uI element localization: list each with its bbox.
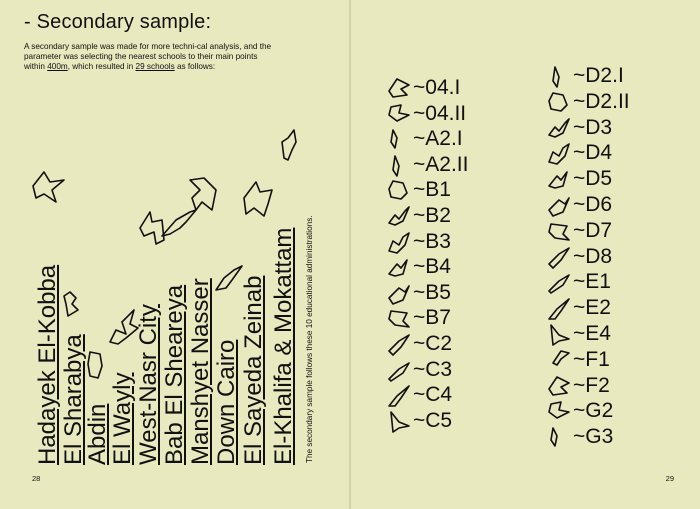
- outline-shape-sayeda-zeinab: [242, 180, 276, 220]
- school-code: ~04.II: [413, 101, 467, 125]
- school-code: ~C5: [413, 408, 453, 432]
- school-code: ~C4: [413, 383, 453, 407]
- school-code: ~E2: [573, 296, 611, 320]
- school-outline-icon: [387, 256, 411, 280]
- school-code: ~A2.I: [413, 127, 463, 151]
- school-code: ~B7: [413, 306, 451, 330]
- school-outline-icon: [547, 246, 571, 270]
- distance-link: 400m: [47, 62, 68, 72]
- outline-shape-hadayek: [30, 168, 70, 208]
- administration-label: West-Nasr City: [135, 304, 162, 465]
- school-outline-icon: [547, 375, 571, 399]
- school-code: ~F2: [573, 373, 610, 397]
- school-code: ~B3: [413, 229, 451, 253]
- school-code: ~E4: [573, 322, 611, 345]
- school-outline-icon: [387, 282, 411, 306]
- school-code: ~G2: [573, 399, 614, 423]
- side-note: The secondary sample follows these 10 educational administrations.: [305, 215, 314, 463]
- schools-count-link: 29 schools: [135, 62, 175, 72]
- outline-shape-wayly: [108, 308, 140, 346]
- school-outline-icon: [547, 117, 571, 141]
- school-outline-icon: [387, 359, 411, 383]
- school-code: ~D7: [573, 218, 613, 242]
- administration-label: Down Cairo: [213, 339, 240, 465]
- school-outline-icon: [547, 400, 571, 424]
- school-outline-icon: [387, 307, 411, 331]
- intro-text-3: as follows:: [174, 62, 216, 72]
- school-outline-icon: [547, 168, 571, 192]
- school-outline-icon: [547, 323, 571, 347]
- right-page: [351, 0, 700, 509]
- school-outline-icon: [387, 410, 411, 434]
- school-outline-icon: [387, 205, 411, 229]
- school-code: ~C3: [413, 357, 453, 381]
- school-outline-icon: [387, 128, 411, 152]
- school-code: ~04.I: [413, 76, 461, 99]
- school-code: ~D4: [573, 141, 613, 165]
- school-code: ~D6: [573, 193, 613, 216]
- intro-text-2: , which resulted in: [67, 62, 136, 72]
- school-outline-icon: [547, 194, 571, 218]
- intro-paragraph: [24, 42, 274, 73]
- school-outline-icon: [547, 271, 571, 295]
- page-number-left: 28: [32, 474, 41, 483]
- school-outline-icon: [547, 91, 571, 115]
- left-page: [0, 0, 349, 509]
- school-outline-icon: [387, 77, 411, 101]
- administration-label: Manshyet Nasser: [187, 278, 214, 465]
- administration-label: El Wayly: [109, 372, 136, 465]
- outline-shape-sharabya: [62, 290, 82, 318]
- school-code: ~D2.I: [573, 64, 624, 87]
- school-outline-icon: [387, 179, 411, 203]
- intro-text-1: A secondary sample was made for more techni-cal analysis, and the parameter was selecting the nearest schools to their main points within: [24, 42, 272, 72]
- outline-shape-khalifa: [280, 128, 300, 162]
- school-outline-icon: [547, 297, 571, 321]
- school-outline-icon: [547, 220, 571, 244]
- school-outline-icon: [387, 154, 411, 178]
- school-outline-icon: [547, 65, 571, 89]
- school-code: ~D5: [573, 167, 613, 191]
- school-code: ~G3: [573, 425, 614, 449]
- outline-shape-manshyet: [186, 176, 220, 214]
- administration-label: Hadayek El-Kobba: [34, 264, 61, 465]
- school-code: ~D8: [573, 244, 613, 268]
- page-number-right: 29: [665, 474, 674, 483]
- school-code: ~C2: [413, 332, 453, 355]
- school-outline-icon: [547, 349, 571, 373]
- administration-label: Abdin: [84, 403, 111, 465]
- school-code: ~D2.II: [573, 89, 630, 113]
- school-outline-icon: [547, 142, 571, 166]
- school-code: ~B2: [413, 204, 451, 227]
- school-outline-icon: [387, 103, 411, 127]
- school-outline-icon: [387, 384, 411, 408]
- section-title: - Secondary sample:: [24, 11, 212, 33]
- school-outline-icon: [547, 426, 571, 450]
- school-code: ~D3: [573, 115, 613, 139]
- school-code: ~A2.II: [413, 152, 469, 176]
- school-code: ~F1: [573, 347, 610, 371]
- school-outline-icon: [387, 333, 411, 357]
- school-code: ~B4: [413, 255, 451, 279]
- school-code: ~E1: [573, 270, 611, 294]
- outline-shape-abdin: [86, 350, 104, 380]
- school-code: ~B5: [413, 280, 451, 304]
- administration-label: El Sayeda Zeinab: [240, 275, 267, 465]
- administration-label: Bab El Sheareya: [161, 284, 188, 465]
- outline-shape-down-cairo: [214, 264, 244, 294]
- administration-label: El Sharabya: [60, 334, 87, 465]
- administration-label: El-Khalifa & Mokattam: [270, 227, 297, 465]
- school-code: ~B1: [413, 178, 451, 202]
- school-outline-icon: [387, 231, 411, 255]
